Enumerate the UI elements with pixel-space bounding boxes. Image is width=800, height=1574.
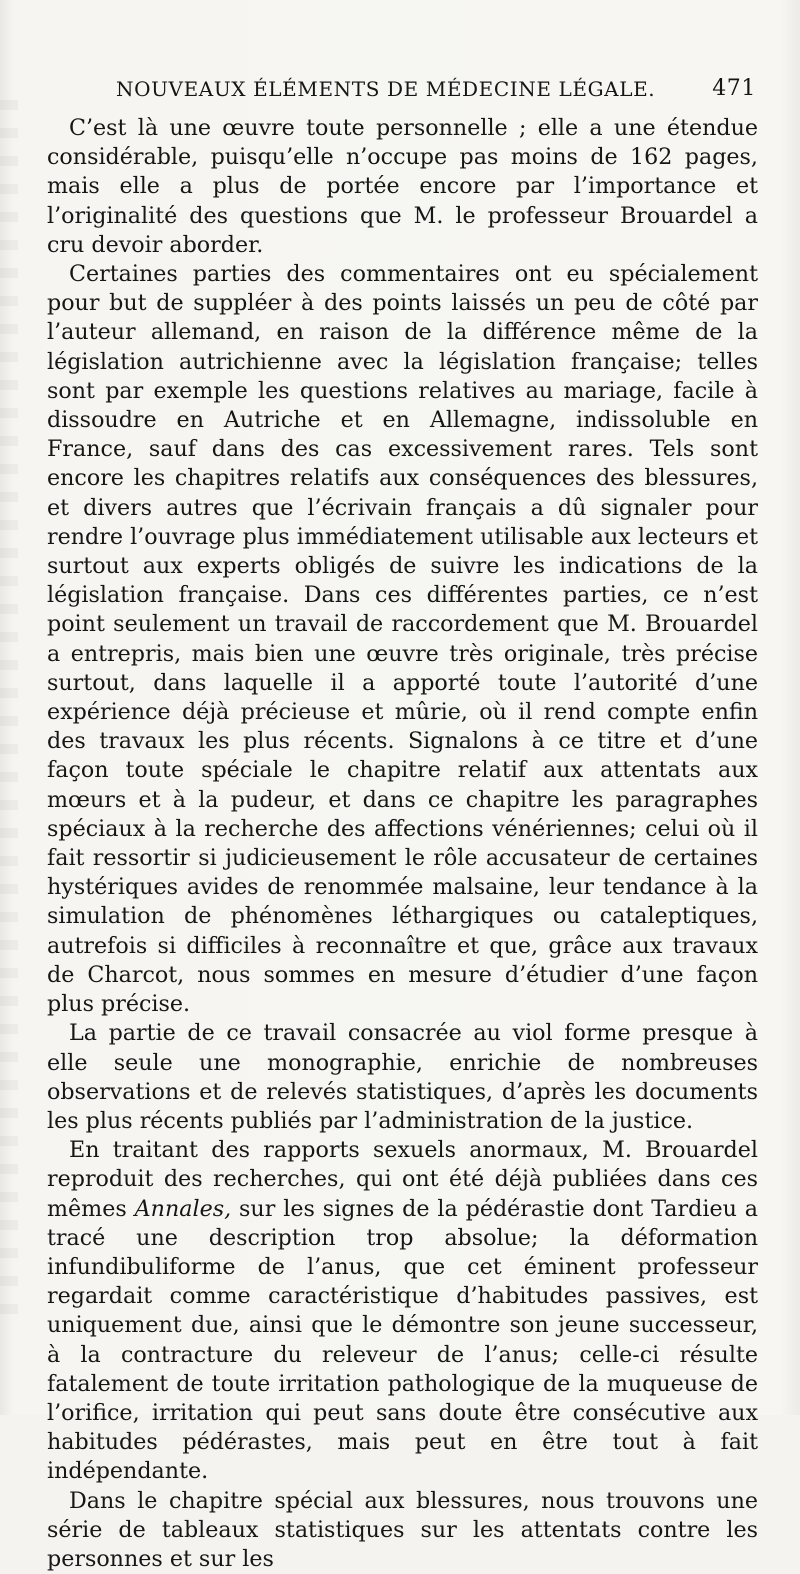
- paragraph-1: C’est là une œuvre toute personnelle ; elle a une étendue considérable, puisqu’elle n’occupe pas moins de 162 pages, mais elle a plus de portée encore par l’importance et l’originalité des questions que M. le professeur Brouardel a cru devoir aborder.: [47, 115, 758, 258]
- page-number: 471: [712, 76, 756, 101]
- bleed-through-margin: [0, 100, 18, 1330]
- journal-title-annales: Annales,: [134, 1195, 232, 1222]
- running-title: NOUVEAUX ÉLÉMENTS DE MÉDECINE LÉGALE.: [116, 77, 656, 101]
- running-header: [116, 72, 756, 106]
- paragraph-2: Certaines parties des commentaires ont eu spécialement pour but de suppléer à des points laissés un peu de côté par l’auteur allemand, en raison de la différence même de la législation autrichienne avec la législation française; telles sont par exemple les questions relatives au mariage, facile à dissoudre en Autriche et en Allemagne, indissoluble en France, sauf dans des cas excessivement rares. Tels sont encore les chapitres relatifs aux conséquences des blessures, et divers autres que l’écrivain français a dû signaler pour rendre l’ouvrage plus immédiatement utilisable aux lecteurs et surtout aux experts obligés de suivre les indications de la législation française. Dans ces différentes parties, ce n’est point seulement un travail de raccordement que M. Brouardel a entrepris, mais bien une œuvre très originale, très précise surtout, dans laquelle il a apporté toute l’autorité d’une expérience déjà précieuse et mûrie, où il rend compte enfin des travaux les plus récents. Signalons à ce titre et d’une façon toute spéciale le chapitre relatif aux attentats aux mœurs et à la pudeur, et dans ce chapitre les paragraphes spéciaux à la recherche des affections vénériennes; celui où il fait ressortir si judicieusement le rôle accusateur de certaines hystériques avides de renommée malsaine, leur tendance à la simulation de phénomènes léthargiques ou cataleptiques, autrefois si difficiles à reconnaître et que, grâce aux travaux de Charcot, nous sommes en mesure d’étudier d’une façon plus précise.: [47, 261, 758, 1018]
- paragraph-4-rest: sur les signes de la pédérastie dont Tardieu a tracé une description trop absolue; la déformation infundibuliforme de l’anus, que cet éminent professeur regardait comme caractéristique d’habitudes passives, est uniquement due, ainsi que le démontre son jeune successeur, à la contracture du releveur de l’anus; celle-ci résulte fatalement de toute irritation pathologique de la muqueuse de l’orifice, irritation qui peut sans doute être consécutive aux habitudes pédérastes, mais peut en être tout à fait indépendante.: [47, 1195, 758, 1485]
- paragraph-3: La partie de ce travail consacrée au viol forme presque à elle seule une monographie, enrichie de nombreuses observations et de relevés statistiques, d’après les documents les plus récents publiés par l’administration de la justice.: [47, 1020, 758, 1134]
- paragraph-4-lead: En traitant des rapports sexuels anormaux, M. Brouardel reproduit des recherches, qui ont été déjà publiées dans ces mêmes: [47, 1137, 758, 1222]
- body-text: [47, 114, 758, 1574]
- paragraph-4: [47, 1136, 758, 1486]
- paragraph-5: Dans le chapitre spécial aux blessures, nous trouvons une série de tableaux statistiques sur les attentats contre les personnes et sur les: [47, 1487, 758, 1572]
